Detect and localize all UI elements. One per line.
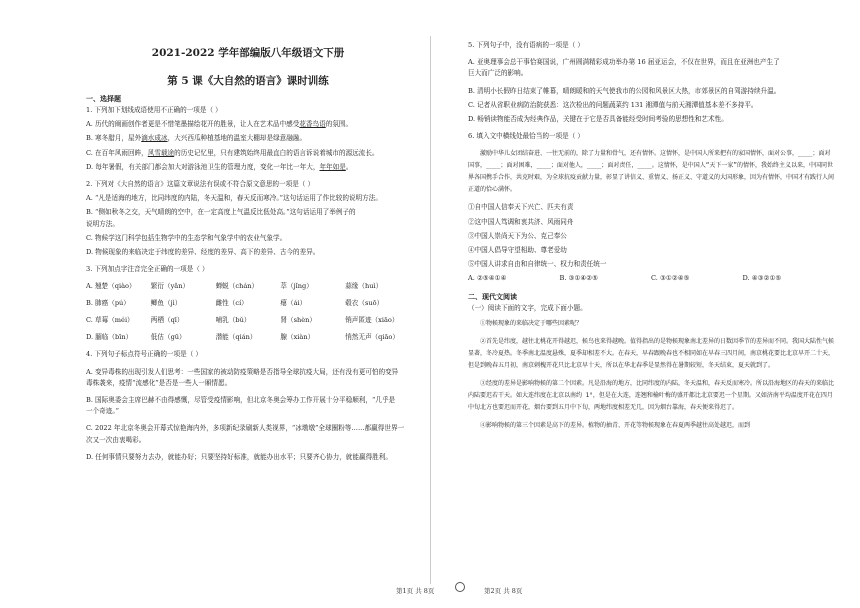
q6-item-5: ⑤中国人讲求自由和自律统一、权力和责任统一 — [468, 260, 607, 269]
q2-option-d: D. 物候现象的来临决定于纬度的差异、经度的差异、高下的差异、古今的差异。 — [86, 248, 320, 257]
reading-para-1: ①物候现象的来临决定于哪些因素呢？ — [480, 319, 583, 327]
q3-option-b: B. 肺癌（pú） 鲫鱼（jì） 雌性（cí） 瘪（ái） 毂衣（suō） — [86, 299, 384, 308]
q5-option-b: B. 清明小长假昨日结束了帷幕，晴朗暖和的天气使我市的公园和风景区大热，市郊景区的自驾游持续升温。 — [468, 86, 781, 95]
q5-option-d: D. 畅销读物能否成为经典作品，关键在于它是否具备能经受时间考验的思想性和艺术性。 — [468, 115, 728, 124]
q2-option-b: B. “侧如秋冬之交，天气晴朗的空中，在一定高度上气温反比低处高。”这句话运用了举例子的 说明方法。 — [86, 208, 356, 228]
q5-stem: 5. 下列句子中，没有语病的一项是（ ） — [468, 41, 584, 49]
section-heading-reading: 二、现代文阅读 — [468, 292, 517, 302]
q6-item-2: ②这中国人笃调和衷共济、风雨同舟 — [468, 217, 574, 226]
q1-option-b: B. 寒冬腊月，屋外滴水成冰，大兴西瓜种植基地的温室大棚却是绿意融融。 — [86, 134, 307, 143]
binding-circle-icon — [455, 582, 465, 592]
q4-option-c: C. 2022 年北京冬奥会开幕式惊艳海内外，多项新纪录刷新人类视界，“冰墩墩”全球圈粉等……都赢得世界一 次又一次由衷喝彩。 — [86, 424, 405, 444]
section-heading-choice: 一、选择题 — [86, 94, 121, 103]
q1-stem: 1. 下列加下划线成语使用不正确的一项是（ ） — [86, 106, 222, 114]
reading-para-4: ④影响物候的第三个因素是高下的差异。植物的抽青、开花等物候现象在春夏两季越往高处越迟，而到 — [480, 421, 751, 429]
page-number-left: 第1页 共 8页 — [396, 587, 435, 595]
q6-item-1: ①自中国人信奉天下兴亡、匹夫有责 — [468, 203, 574, 212]
q2-option-c: C. 物候学这门科学包括生物学中的生态学和气象学中的农业气象学。 — [86, 233, 287, 242]
lesson-title: 第 5 课《大自然的语言》课时训练 — [167, 75, 329, 87]
q6-passage: 激励中华儿女团结奋进、一往无前的，除了力量和骨气，还有情怀。这情怀，是中国人所来把有的家国情怀，面对公事，____；面对国事，____；面对困难，____；面对他人，____；面对责任，____。这情怀，是中国人“天下一家”的情怀，我始终主义以来，中国同世界各国携手合作，共克时艰，为全球抗疫贡献力量，彰显了讲信义、重情义、扬正义、守道义的大国形象，因为有情怀，中国才有践行人间正道的恰心满怀。 — [468, 150, 835, 194]
q6-stem: 6. 填入文中横线处最恰当的一项是（ ） — [468, 132, 584, 141]
q5-option-c: C. 记者从省职业病防治院获悉：这次检出的问题蔬菜约 131 湘潭值与前天湘潭值基本差不多持平。 — [468, 100, 758, 109]
q1-option-d: D. 每年暑假，有关部门都会加大对游泳池卫生的管理力度，变化一年比一年大，年年如是。 — [86, 162, 353, 171]
q2-option-a: A. “凡是适海的地方，比同纬度的内陆，冬天温和，春天反而寒冷。”这句话运用了作比较的说明方法。 — [86, 194, 382, 203]
reading-para-3: ③经度的差异是影响物候的第二个因素。凡是沿海的地方，比同纬度的内陆，冬天温和，春天反而寒冷。所以沿海地区的春天的来临比内陆要迟若干天。如大连纬度在北京以南约 1°，但是在大连，连翘和榆叶梅的盛开都比北京要迟一个星期。又如济南平均温度开花在四月中旬北方也要迟而开花，烟台要到五月中下旬，两地纬度相差无几，因为烟台靠海，春天便来得迟了。 — [468, 379, 835, 411]
q4-stem: 4. 下列句子标点符号正确的一项是（ ） — [86, 350, 202, 359]
q1-option-c: C. 在百年风雨回眸，风雪载途的历史记忆里，只有建筑始终用最直白的语言诉说着城市的源远流长。 — [86, 148, 379, 157]
q4-option-a: A. 变异毒株的出现引发人们思考：一些国家的被动防疫策略是否指导全球抗疫大局，还有没有更可怕的变异 毒株袭来，疫情“流感化”是否是一些人一厢情愿。 — [86, 367, 399, 387]
q6-options: A. ②⑤④①④ B. ③①④②⑤ C. ③①②④⑤ D. ④③②①⑤ — [468, 274, 782, 283]
doc-title: 2021-2022 学年部编版八年级语文下册 — [151, 47, 345, 59]
q6-item-3: ③中国人崇尚天下为公、克己奉公 — [468, 231, 567, 240]
page-number-right: 第2页 共 8页 — [484, 587, 523, 595]
right-page — [430, 0, 860, 608]
reading-instruction: （一）阅读下面的文字，完成下面小题。 — [468, 304, 587, 313]
q2-stem: 2. 下列对《大自然的语言》这篇文章说法有误或不符合原文意思的一项是（ ） — [86, 180, 315, 189]
q3-option-d: D. 腼临（bīn） 低估（gū） 潜能（qián） 腺（xiàn） 悄然无声（qiāo） — [86, 333, 399, 342]
q3-option-a: A. 翘楚（qiào） 繁衍（yǎn） 蝉蜕（chán） 萃（jǐng） 蒜缘（huì） — [86, 282, 383, 291]
q6-item-4: ④中国人倡导守望相助、尊老爱幼 — [468, 246, 567, 255]
reading-para-2: ②首先是纬度，越往北桃花开得越迟，候鸟也来得越晚。值得指出的是物候现象南北差异的日数因季节的差异而不同。我国大陆性气候显著，冬冷夏热。冬季南北温度悬殊，夏季却相差不大。在春天，早春跟晚春也不相同如在早春三四月间，南京桃花要比北京早开二十天，但是到晚春五月初，南京刺槐开花只比北京早十天，所以在华北春季是显然得在暑期较短，冬天结束，夏天就到了。 — [468, 337, 835, 369]
q1-option-a: A. 历代的阐画创作者更是不惜笔墨描绘花开的胜景，让人在艺术品中感受花香鸟语的氛围。 — [86, 120, 353, 129]
q3-option-c: C. 草莓（méi） 两栖（qī） 哺乳（bǔ） 肾（shèn） 销声匿迹（xiāo） — [86, 316, 399, 325]
q5-option-a: A. 亚奥理事会总干事恰赛国说，广州圆满精彩成功举办第 16 届亚运会，不仅在世界，而且在亚洲也产生了 巨大而广泛的影响。 — [468, 58, 780, 78]
q4-option-d: D. 任何事情只要努力去办，就能办好；只要坚持好标准，就能办出水平；只要齐心协力，就能赢得胜利。 — [86, 452, 392, 461]
q3-stem: 3. 下列加点字注音完全正确的一项是（ ） — [86, 265, 209, 274]
q4-option-b: B. 国际奥委会主席巴赫不由得感慨，尽管受疫情影响，但北京冬奥会筹办工作开展十分平稳顺利，“几乎是 一个奇迹。” — [86, 396, 396, 416]
